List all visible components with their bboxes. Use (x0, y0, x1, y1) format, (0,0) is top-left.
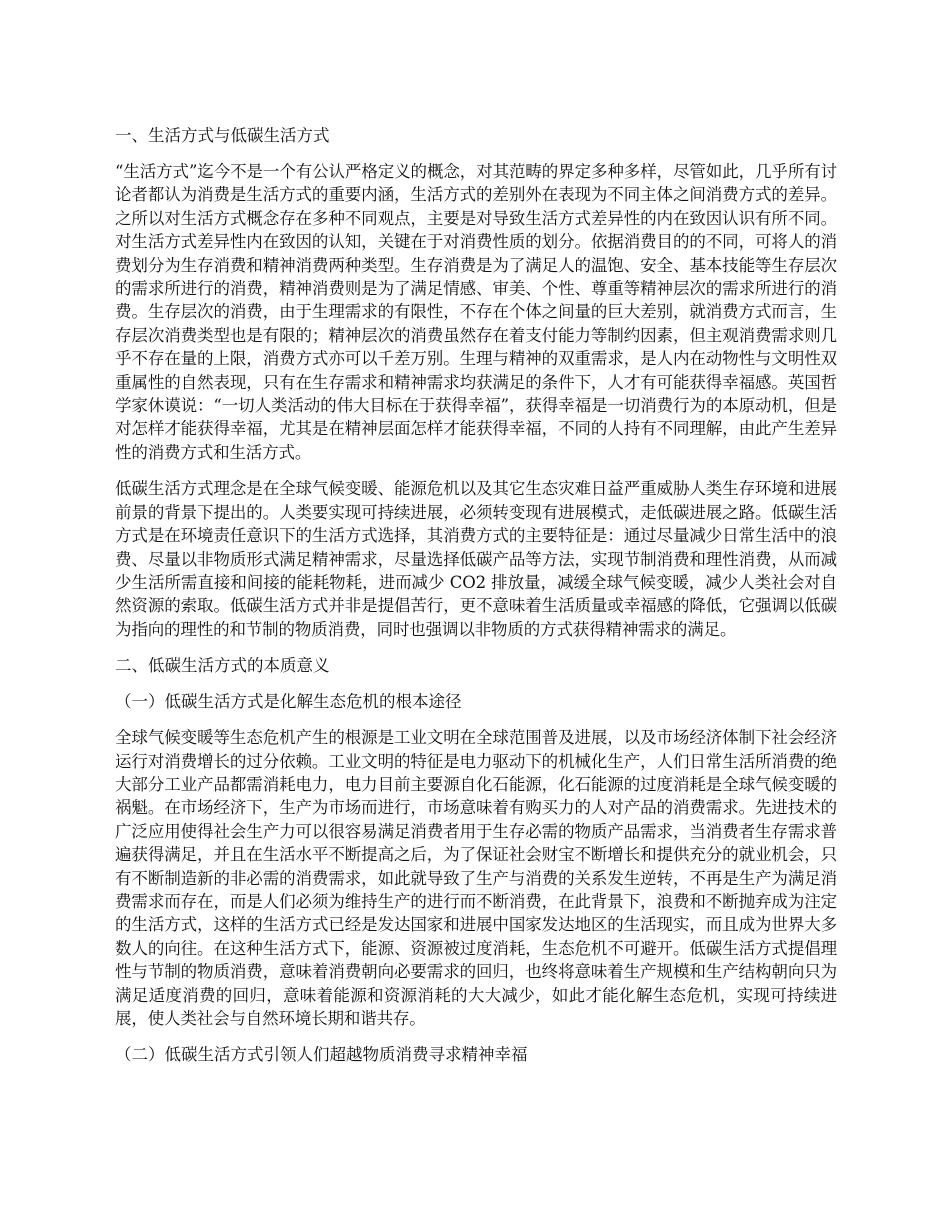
subsection-heading-2-1: （一）低碳生活方式是化解生态危机的根本途径 (115, 692, 462, 712)
paragraph-low-carbon-concept: 低碳生活方式理念是在全球气候变暖、能源危机以及其它生态灾难日益严重威胁人类生存环境和进展前景的背景下提出的。人类要实现可持续进展，必须转变现有进展模式，走低碳进展之路。低碳生活方式是在环境责任意识下的生活方式选择，其消费方式的主要特征是：通过尽量减少日常生活中的浪费、尽量以非物质形式满足精神需求，尽量选择低碳产品等方法，实现节制消费和理性消费，从而减少生活所需直接和间接的能耗物耗，进而减少 CO2 排放量，减缓全球气候变暖，减少人类社会对自然资源的索取。低碳生活方式并非是提倡苦行，更不意味着生活质量或幸福感的降低，它强调以低碳为指向的理性的和节制的物质消费，同时也强调以非物质的方式获得精神需求的满足。 (115, 479, 837, 639)
subsection-heading-2-2: （二）低碳生活方式引领人们超越物质消费寻求精神幸福 (115, 1045, 528, 1065)
paragraph-lifestyle-definition: “生活方式”迄今不是一个有公认严格定义的概念，对其范畴的界定多种多样，尽管如此，几乎所有讨论者都认为消费是生活方式的重要内涵，生活方式的差别外在表现为不同主体之间消费方式的差异。之所以对生活方式概念存在多种不同观点，主要是对导致生活方式差异性的内在致因认识有所不同。对生活方式差异性内在致因的认知，关键在于对消费性质的划分。依据消费目的的不同，可将人的消费划分为生存消费和精神消费两种类型。生存消费是为了满足人的温饱、安全、基本技能等生存层次的需求所进行的消费，精神消费则是为了满足情感、审美、个性、尊重等精神层次的需求所进行的消费。生存层次的消费，由于生理需求的有限性，不存在个体之间量的巨大差别，就消费方式而言，生存层次消费类型也是有限的；精神层次的消费虽然存在着支付能力等制约因素，但主观消费需求则几乎不存在量的上限，消费方式亦可以千差万别。生理与精神的双重需求，是人内在动物性与文明性双重属性的自然表现，只有在生存需求和精神需求均获满足的条件下，人才有可能获得幸福感。英国哲学家休谟说：“一切人类活动的伟大目标在于获得幸福”，获得幸福是一切消费行为的本原动机，但是对怎样才能获得幸福，尤其是在精神层面怎样才能获得幸福，不同的人持有不同理解，由此产生差异性的消费方式和生活方式。 (115, 162, 837, 462)
section-heading-2: 二、低碳生活方式的本质意义 (115, 656, 330, 676)
paragraph-ecological-crisis: 全球气候变暖等生态危机产生的根源是工业文明在全球范围普及进展，以及市场经济体制下社会经济运行对消费增长的过分依赖。工业文明的特征是电力驱动下的机械化生产，人们日常生活所消费的绝大部分工业产品都需消耗电力，电力目前主要源自化石能源，化石能源的过度消耗是全球气候变暖的祸魁。在市场经济下，生产为市场而进行，市场意味着有购买力的人对产品的消费需求。先进技术的广泛应用使得社会生产力可以很容易满足消费者用于生存必需的物质产品需求，当消费者生存需求普遍获得满足，并且在生活水平不断提高之后，为了保证社会财宝不断增长和提供充分的就业机会，只有不断制造新的非必需的消费需求，如此就导致了生产与消费的关系发生逆转，不再是生产为满足消费需求而存在，而是人们必须为维持生产的进行而不断消费，在此背景下，浪费和不断抛弃成为注定的生活方式，这样的生活方式已经是发达国家和进展中国家发达地区的生活现实，而且成为世界大多数人的向往。在这种生活方式下，能源、资源被过度消耗，生态危机不可避开。低碳生活方式提倡理性与节制的物质消费，意味着消费朝向必要需求的回归，也终将意味着生产规模和生产结构朝向只为满足适度消费的回归，意味着能源和资源消耗的大大减少，如此才能化解生态危机，实现可持续进展，使人类社会与自然环境长期和谐共存。 (115, 728, 837, 1028)
section-heading-1: 一、生活方式与低碳生活方式 (115, 126, 330, 145)
